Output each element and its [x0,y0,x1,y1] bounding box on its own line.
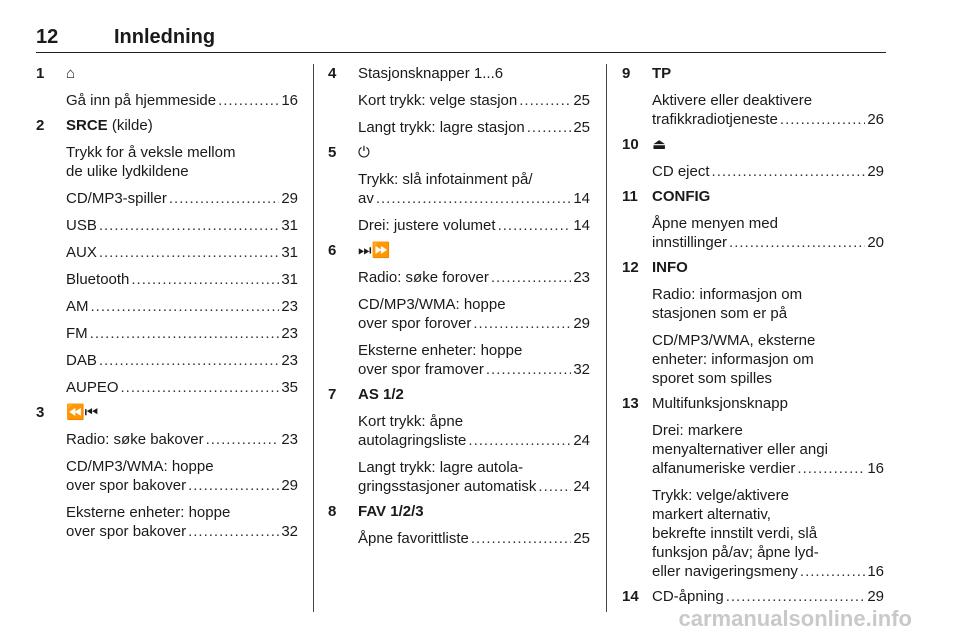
reference-text: trafikkradiotjeneste [652,111,778,128]
index-reference [66,351,298,370]
page-reference: 14 [573,217,590,234]
control-number: 8 [328,503,337,520]
reference-text: autolagringsliste [358,432,467,449]
description-line: Åpne menyen med [652,215,778,232]
reference-text: AM [66,298,89,315]
description-line: CD/MP3/WMA: hoppe [358,296,506,313]
control-entry [36,403,298,541]
index-reference [652,562,884,581]
control-label: SRCE [66,117,108,134]
control-title [66,116,298,135]
control-number: 13 [622,395,639,412]
description-line: Eksterne enheter: hoppe [66,504,231,521]
control-title [358,385,590,404]
reference-text: FM [66,325,88,342]
control-title [652,135,884,154]
page-reference: 16 [281,92,298,109]
description-block [66,216,298,235]
leader-dots [726,587,866,606]
leader-dots [800,562,865,581]
index-reference [66,297,298,316]
control-title [358,143,590,162]
index-reference [652,162,884,181]
eject-icon: ⏏ [652,136,667,153]
description-block [66,378,298,397]
description-line: markert alternativ, [652,506,771,523]
leader-dots [376,189,571,208]
seek-back-icon: ⏪⏮ [66,404,99,421]
control-title [652,587,884,606]
description-line: CD/MP3/WMA, eksterne [652,332,816,349]
description-line: funksjon på/av; åpne lyd- [652,544,819,561]
reference-text: eller navigeringsmeny [652,563,798,580]
leader-dots [218,91,279,110]
control-entry [622,258,884,388]
control-label: FAV 1/2/3 [358,503,424,520]
control-label-note: (kilde) [107,117,153,134]
leader-dots [99,216,279,235]
control-title [66,64,298,83]
control-title [358,241,590,260]
page-reference: 31 [281,244,298,261]
control-entry [622,394,884,581]
page-reference: 29 [281,477,298,494]
control-entry [328,502,590,548]
index-reference [66,430,298,449]
leader-dots [99,351,279,370]
control-entry [328,143,590,235]
reference-text: over spor forover [358,315,472,332]
page-reference: 32 [281,523,298,540]
page-reference: 29 [281,190,298,207]
description-block [66,430,298,449]
control-number: 4 [328,65,337,82]
description-block [66,457,298,495]
page-reference: 25 [573,92,590,109]
index-reference [66,91,298,110]
description-block [358,412,590,450]
control-title [358,64,590,83]
control-number: 12 [622,259,639,276]
leader-dots [188,476,279,495]
control-entry [328,241,590,379]
page-reference: 25 [573,530,590,547]
reference-text: Drei: justere volumet [358,217,496,234]
leader-dots [486,360,571,379]
description-block [652,486,884,581]
leader-dots [131,270,279,289]
page-reference: 25 [573,119,590,136]
description-line: Trykk: velge/aktivere [652,487,789,504]
page-reference: 29 [867,163,884,180]
control-title [652,394,884,413]
index-reference [652,459,884,478]
index-reference [358,216,590,235]
page-reference: 24 [573,432,590,449]
reference-text: CD-åpning [652,588,724,605]
description-block [66,270,298,289]
seek-forward-icon: ⏭⏩ [358,242,391,259]
reference-text: Bluetooth [66,271,130,288]
leader-dots [538,477,571,496]
reference-text: CD/MP3-spiller [66,190,167,207]
reference-text: Gå inn på hjemmeside [66,92,217,109]
leader-dots [498,216,572,235]
index-reference [358,118,590,137]
description-line: sporet som spilles [652,370,773,387]
leader-dots [91,297,280,316]
column-3 [622,64,884,612]
index-reference [66,270,298,289]
description-line: Langt trykk: lagre autola- [358,459,524,476]
page-reference: 29 [573,315,590,332]
leader-dots [527,118,572,137]
page-reference: 23 [281,298,298,315]
description-line: Trykk for å veksle mellom [66,144,236,161]
description-line: Eksterne enheter: hoppe [358,342,523,359]
description-line: CD/MP3/WMA: hoppe [66,458,214,475]
page-reference: 35 [281,379,298,396]
power-icon: ⏻ [358,144,370,161]
page-reference: 20 [867,234,884,251]
column-1 [36,64,298,547]
leader-dots [169,189,279,208]
index-reference [358,529,590,548]
control-entry [328,385,590,496]
leader-dots [90,324,280,343]
control-number: 6 [328,242,337,259]
control-label: Multifunksjonsknapp [652,395,788,412]
description-block [358,216,590,235]
index-reference [66,378,298,397]
page-number: 12 [36,26,59,48]
description-block [358,529,590,548]
home-icon: ⌂ [66,65,76,82]
index-reference [66,189,298,208]
description-block [358,118,590,137]
description-block [358,341,590,379]
leader-dots [188,522,279,541]
column-divider [606,64,607,612]
description-line: Aktivere eller deaktivere [652,92,813,109]
page-reference: 26 [867,111,884,128]
watermark: carmanualsonline.info [678,606,912,631]
control-title [652,187,884,206]
description-block [66,189,298,208]
description-block [652,214,884,252]
control-entry [36,116,298,397]
description-block [66,324,298,343]
index-reference [652,587,884,606]
control-entry [622,64,884,129]
description-block [652,162,884,181]
description-block [66,91,298,110]
control-label: INFO [652,259,688,276]
page-reference: 23 [281,325,298,342]
control-label: Stasjonsknapper 1...6 [358,65,504,82]
page-reference: 32 [573,361,590,378]
control-title [652,258,884,277]
description-block [66,143,298,181]
reference-text: Kort trykk: velge stasjon [358,92,518,109]
description-block [652,331,884,388]
description-line: bekrefte innstilt verdi, slå [652,525,818,542]
page-reference: 31 [281,271,298,288]
page-header [36,24,886,54]
control-number: 1 [36,65,45,82]
index-reference [652,233,884,252]
reference-text: Åpne favorittliste [358,530,469,547]
page-reference: 23 [281,352,298,369]
leader-dots [473,314,571,333]
description-block [358,91,590,110]
control-number: 9 [622,65,631,82]
index-reference [66,522,298,541]
leader-dots [712,162,866,181]
page-reference: 16 [867,563,884,580]
index-reference [66,243,298,262]
description-block [358,170,590,208]
reference-text: over spor framover [358,361,484,378]
leader-dots [797,459,865,478]
control-title [358,502,590,521]
index-reference [358,360,590,379]
control-title [66,403,298,422]
reference-text: av [358,190,374,207]
description-block [358,295,590,333]
page-reference: 23 [281,431,298,448]
column-divider [313,64,314,612]
control-entry [328,64,590,137]
description-line: menyalternativer eller angi [652,441,828,458]
reference-text: Langt trykk: lagre stasjon [358,119,525,136]
description-block [66,297,298,316]
index-reference [358,91,590,110]
reference-text: alfanumeriske verdier [652,460,796,477]
control-number: 7 [328,386,337,403]
description-line: Kort trykk: åpne [358,413,464,430]
description-line: stasjonen som er på [652,305,788,322]
description-block [358,268,590,287]
index-reference [66,476,298,495]
header-rule [36,52,886,53]
description-block [66,503,298,541]
description-line: Trykk: slå infotainment på/ [358,171,533,188]
page-reference: 16 [867,460,884,477]
control-label: AS 1/2 [358,386,404,403]
description-line: Radio: informasjon om [652,286,803,303]
index-reference [358,314,590,333]
index-reference [358,189,590,208]
leader-dots [491,268,571,287]
column-2 [328,64,590,554]
leader-dots [99,243,279,262]
reference-text: Radio: søke bakover [66,431,204,448]
control-label: TP [652,65,672,82]
description-block [66,243,298,262]
control-number: 5 [328,144,337,161]
control-entry [622,135,884,181]
description-line: de ulike lydkildene [66,163,189,180]
leader-dots [468,431,571,450]
page-reference: 24 [573,478,590,495]
reference-text: gringsstasjoner automatisk [358,478,537,495]
control-number: 11 [622,188,638,205]
leader-dots [121,378,280,397]
index-reference [66,324,298,343]
index-reference [358,268,590,287]
reference-text: over spor bakover [66,523,187,540]
leader-dots [780,110,865,129]
leader-dots [729,233,865,252]
leader-dots [519,91,571,110]
control-label: CONFIG [652,188,711,205]
control-number: 2 [36,117,45,134]
reference-text: CD eject [652,163,710,180]
leader-dots [206,430,280,449]
index-reference [358,431,590,450]
control-entry [622,587,884,606]
reference-text: over spor bakover [66,477,187,494]
description-block [358,458,590,496]
description-block [652,285,884,323]
page-reference: 14 [573,190,590,207]
leader-dots [471,529,571,548]
control-number: 3 [36,404,45,421]
index-reference [652,110,884,129]
control-number: 10 [622,136,639,153]
page-reference: 23 [573,269,590,286]
reference-text: USB [66,217,97,234]
control-title [652,64,884,83]
description-block [652,421,884,478]
index-reference [66,216,298,235]
description-line: Drei: markere [652,422,743,439]
description-block [66,351,298,370]
page-reference: 29 [867,588,884,605]
control-entry [622,187,884,252]
chapter-title: Innledning [114,26,216,48]
reference-text: AUPEO [66,379,119,396]
reference-text: Radio: søke forover [358,269,489,286]
description-line: enheter: informasjon om [652,351,814,368]
index-reference [358,477,590,496]
control-entry [36,64,298,110]
reference-text: DAB [66,352,97,369]
control-number: 14 [622,588,639,605]
reference-text: innstillinger [652,234,728,251]
reference-text: AUX [66,244,97,261]
page-reference: 31 [281,217,298,234]
description-block [652,91,884,129]
